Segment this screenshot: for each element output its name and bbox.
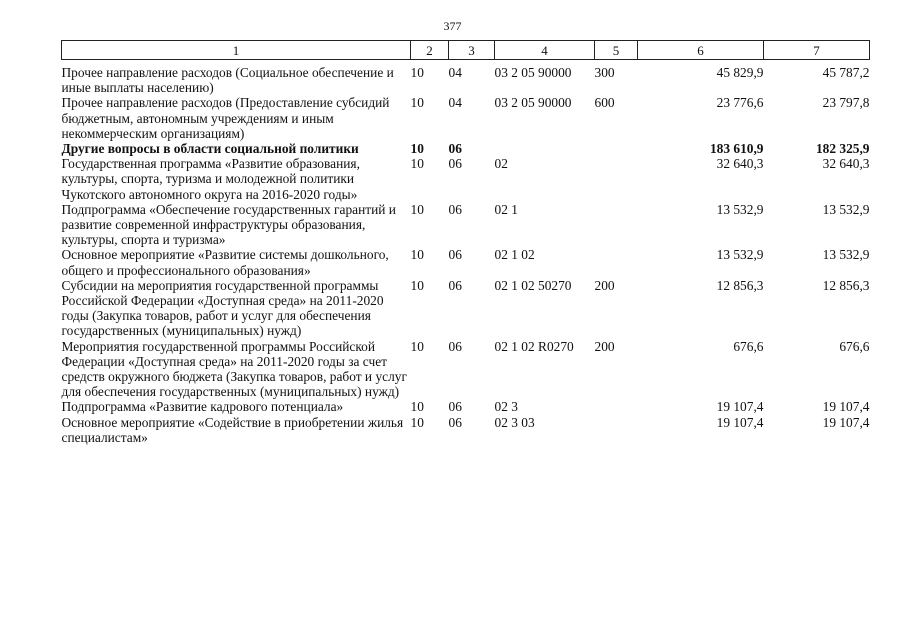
row-amount-year-1: 23 776,6	[716, 95, 764, 111]
row-section: 10	[410, 95, 424, 111]
row-expense-type	[595, 141, 638, 156]
row-section: 10	[410, 156, 424, 172]
row-name: Подпрограмма «Обеспечение государственных гарантий и развитие современной инфраструктуры образования, культуры, спорта и туризма»	[61, 201, 396, 248]
row-name: Прочее направление расходов (Предоставление субсидий бюджетным, автономным учреждениям и иным некоммерческим организациям)	[61, 95, 390, 141]
row-expense-type: 200	[594, 277, 615, 293]
row-amount-year-1: 19 107,4	[716, 414, 764, 430]
table-row	[62, 278, 870, 339]
row-subsection: 06	[448, 277, 462, 293]
header-col-6: 6	[638, 41, 764, 60]
row-amount-year-2: 19 107,4	[822, 414, 870, 430]
row-name: Прочее направление расходов (Социальное обеспечение и иные выплаты населению)	[61, 65, 394, 96]
row-target-article: 02 3	[494, 399, 518, 415]
row-expense-type: 300	[594, 65, 615, 80]
row-amount-year-1: 183 610,9	[709, 141, 764, 157]
header-col-4: 4	[495, 41, 595, 60]
row-name: Субсидии на мероприятия государственной программы Российской Федерации «Доступная среда» на 2011-2020 годы (Закупка товаров, работ и услуг для обеспечения государственных (муниципальных) нужд)	[61, 277, 384, 339]
row-section: 10	[410, 201, 424, 217]
row-subsection: 06	[448, 399, 462, 415]
row-amount-year-2: 13 532,9	[822, 247, 870, 263]
row-expense-type	[595, 156, 638, 202]
table-row	[62, 202, 870, 248]
table-row	[62, 247, 870, 277]
row-amount-year-2: 23 797,8	[822, 95, 870, 111]
budget-table	[61, 40, 870, 445]
row-section: 10	[410, 277, 424, 293]
row-amount-year-2: 19 107,4	[822, 399, 870, 415]
header-col-7: 7	[764, 41, 870, 60]
row-target-article	[495, 141, 595, 156]
row-section: 10	[410, 65, 424, 80]
row-subsection: 06	[448, 141, 462, 157]
row-amount-year-1: 19 107,4	[716, 399, 764, 415]
row-target-article: 02 3 03	[494, 414, 535, 430]
row-amount-year-2: 32 640,3	[822, 156, 870, 172]
row-target-article: 02 1	[494, 201, 518, 217]
row-name: Другие вопросы в области социальной политики	[61, 141, 359, 157]
row-amount-year-1: 13 532,9	[716, 201, 764, 217]
row-amount-year-1: 32 640,3	[716, 156, 764, 172]
row-amount-year-2: 12 856,3	[822, 277, 870, 293]
row-expense-type	[595, 247, 638, 277]
row-subsection: 06	[448, 156, 462, 172]
row-amount-year-1: 45 829,9	[716, 65, 764, 80]
table-row	[62, 339, 870, 400]
row-expense-type: 200	[594, 338, 615, 354]
row-name: Основное мероприятие «Содействие в приобретении жилья специалистам»	[61, 414, 404, 445]
row-target-article: 02 1 02 50270	[494, 277, 572, 293]
row-section: 10	[410, 399, 424, 415]
header-col-2: 2	[411, 41, 449, 60]
row-expense-type	[595, 415, 638, 445]
row-target-article: 03 2 05 90000	[494, 65, 572, 80]
row-subsection: 04	[448, 95, 462, 111]
row-section: 10	[410, 414, 424, 430]
row-section: 10	[410, 338, 424, 354]
row-target-article: 02	[494, 156, 508, 172]
row-amount-year-2: 676,6	[839, 338, 870, 354]
table-header-row	[62, 41, 870, 60]
table-row	[62, 95, 870, 141]
row-amount-year-2: 13 532,9	[822, 201, 870, 217]
row-amount-year-2: 45 787,2	[822, 65, 870, 80]
header-col-3: 3	[449, 41, 495, 60]
row-name: Подпрограмма «Развитие кадрового потенциала»	[61, 399, 344, 415]
row-name: Государственная программа «Развитие образования, культуры, спорта, туризма и молодежной политики Чукотского автономного округа на 2016-2020 годы»	[61, 156, 360, 202]
row-section: 10	[410, 247, 424, 263]
row-amount-year-2: 182 325,9	[815, 141, 870, 157]
row-expense-type	[595, 202, 638, 248]
table-row	[62, 415, 870, 445]
header-col-5: 5	[595, 41, 638, 60]
table-row	[62, 399, 870, 414]
row-section: 10	[410, 141, 424, 157]
row-expense-type	[595, 399, 638, 414]
row-amount-year-1: 676,6	[733, 338, 764, 354]
row-subsection: 06	[448, 247, 462, 263]
row-subsection: 06	[448, 338, 462, 354]
table-row	[62, 141, 870, 156]
row-subsection: 06	[448, 414, 462, 430]
row-subsection: 06	[448, 201, 462, 217]
row-target-article: 02 1 02	[494, 247, 535, 263]
row-amount-year-1: 12 856,3	[716, 277, 764, 293]
row-name: Мероприятия государственной программы Российской Федерации «Доступная среда» на 2011-2020 годы за счет средств окружного бюджета (Закупка товаров, работ и услуг для обеспечения государственных (муниципальных) нужд)	[61, 338, 407, 400]
row-target-article: 03 2 05 90000	[494, 95, 572, 111]
table-row	[62, 60, 870, 96]
page-number: 377	[443, 19, 462, 33]
row-expense-type: 600	[594, 95, 615, 111]
header-col-1: 1	[62, 41, 411, 60]
table-row	[62, 156, 870, 202]
row-name: Основное мероприятие «Развитие системы дошкольного, общего и профессионального образования»	[61, 247, 389, 278]
row-amount-year-1: 13 532,9	[716, 247, 764, 263]
row-target-article: 02 1 02 R0270	[494, 338, 574, 354]
row-subsection: 04	[448, 65, 462, 80]
